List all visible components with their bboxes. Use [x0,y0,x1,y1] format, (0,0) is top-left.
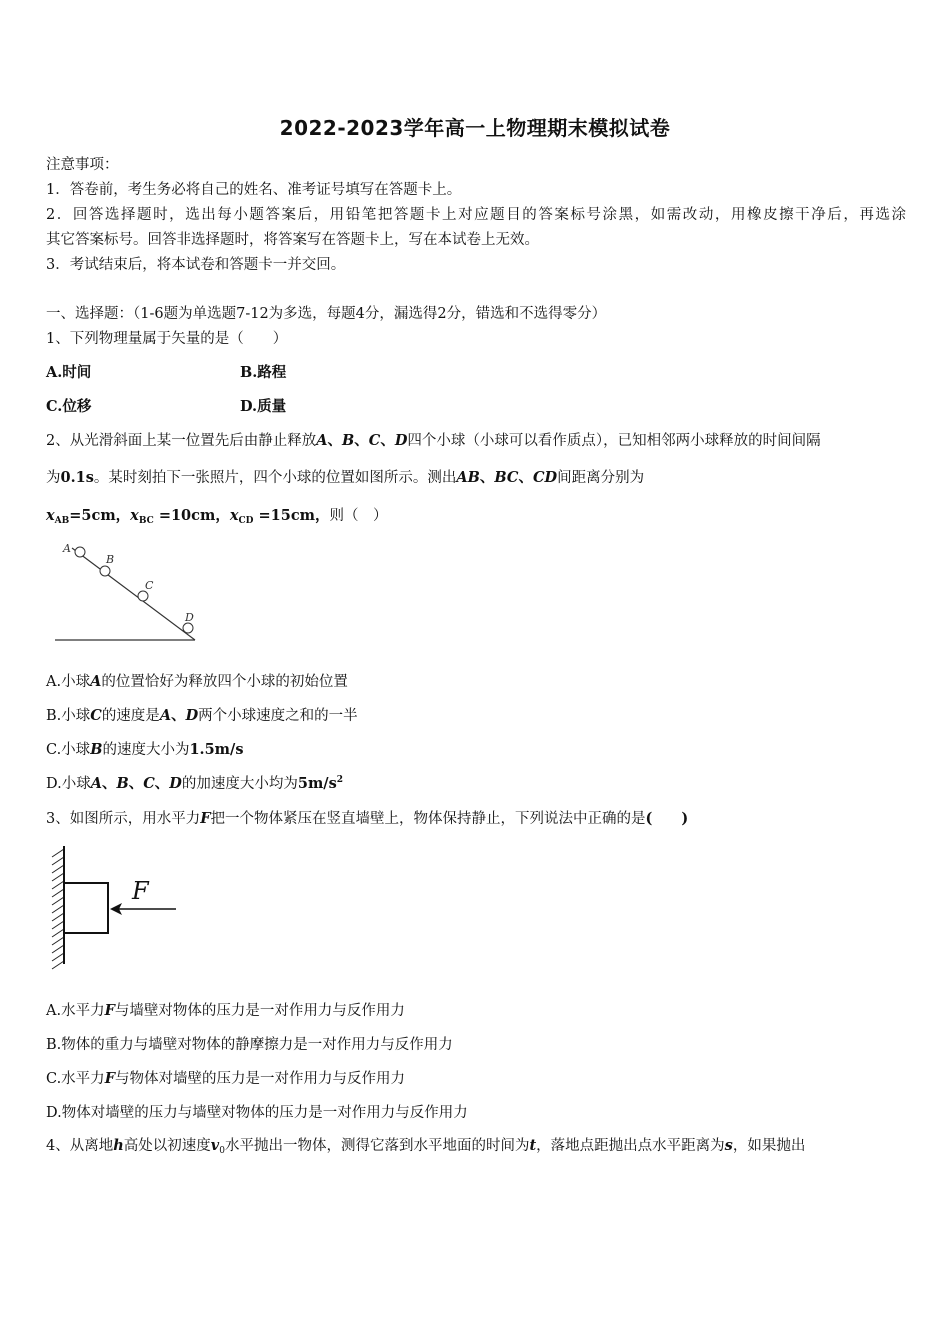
q3-option-c: C.水平力F与物体对墙壁的压力是一对作用力与反作用力 [46,1070,405,1087]
section-heading: 一、选择题：（1-6题为单选题7-12为多选，每题4分，漏选得2分，错选和不选得零分） [46,306,607,322]
q2-option-a: A.小球A的位置恰好为释放四个小球的初始位置 [46,673,348,690]
hatch-stroke [52,929,64,937]
force-label: F [132,877,149,905]
hatch-stroke [52,873,64,881]
q1-option-c: C.位移 [46,398,92,415]
q1-option-b: B.路程 [240,364,287,381]
q3-option-b: B.物体的重力与墙壁对物体的静摩擦力是一对作用力与反作用力 [46,1037,453,1053]
hatch-stroke [52,945,64,953]
incline-figure [50,536,210,646]
q2-option-d: D.小球A、B、C、D的加速度大小均为$5m/s^2$ [46,775,344,792]
ball-d [183,623,193,633]
q2-stem-line2: 为0.1s。某时刻拍下一张照片，四个小球的位置如图所示。测出AB、BC、CD间距离分别为 [46,469,645,486]
notice-heading: 注意事项： [46,157,119,173]
hatch-stroke [52,865,64,873]
label-a: A [63,542,71,555]
q1-options-row2 [46,395,434,416]
block [64,883,108,933]
label-c: C [145,579,154,592]
hatch-stroke [52,897,64,905]
notice-item-1: 1．答卷前，考生务必将自己的姓名、准考证号填写在答题卡上。 [46,182,462,198]
q3-option-a: A.水平力F与墙壁对物体的压力是一对作用力与反作用力 [46,1002,405,1019]
hatch-stroke [52,889,64,897]
q3-stem: 3、如图所示，用水平力F把一个物体紧压在竖直墙壁上，物体保持静止，下列说法中正确的是( ) [46,810,689,827]
notice-item-2a: 2．回答选择题时，选出每小题答案后，用铅笔把答题卡上对应题目的答案标号涂黑，如需改动，用橡皮擦干净后，再选涂 [46,207,906,223]
q2-stem-line1: 2、从光滑斜面上某一位置先后由静止释放A、B、C、D四个小球（小球可以看作质点），已知相邻两小球释放的时间间隔 [46,432,821,449]
hatch-stroke [52,953,64,961]
q1-stem: 1、下列物理量属于矢量的是（ ） [46,331,288,347]
wall-force-figure [46,843,186,968]
hatch-stroke [52,857,64,865]
page-title: 2022-2023学年高一上物理期末模拟试卷 [279,116,671,140]
incline-line [72,548,195,640]
hatch-stroke [52,881,64,889]
hatch-stroke [52,921,64,929]
q1-option-a: A.时间 [46,364,92,381]
q1-options-row1 [46,361,434,382]
hatch-stroke [52,961,64,969]
hatch-stroke [52,849,64,857]
q2-option-b: B.小球C的速度是A、D两个小球速度之和的一半 [46,707,358,724]
wall-hatching [52,849,64,969]
q2-option-c: C.小球B的速度大小为1.5m/s [46,741,244,758]
hatch-stroke [52,913,64,921]
ball-b [100,566,110,576]
ball-a [75,547,85,557]
q1-option-d: D.质量 [240,398,287,415]
q2-stem-line3: $x_{AB}=5cm$，$x_{BC} =10cm$，$x_{CD} =15cm$，则（ ） [46,507,388,526]
hatch-stroke [52,937,64,945]
notice-item-2b: 其它答案标号。回答非选择题时，将答案写在答题卡上，写在本试卷上无效。 [46,232,539,248]
label-b: B [106,553,115,566]
ball-c [138,591,148,601]
hatch-stroke [52,905,64,913]
q3-option-d: D.物体对墙壁的压力与墙壁对物体的压力是一对作用力与反作用力 [46,1105,468,1121]
notice-item-3: 3．考试结束后，将本试卷和答题卡一并交回。 [46,257,346,273]
label-d: D [185,611,194,624]
q4-stem: 4、从离地h高处以初速度$v_0$水平抛出一物体，测得它落到水平地面的时间为t，落地点距抛出点水平距离为s，如果抛出 [46,1137,806,1156]
